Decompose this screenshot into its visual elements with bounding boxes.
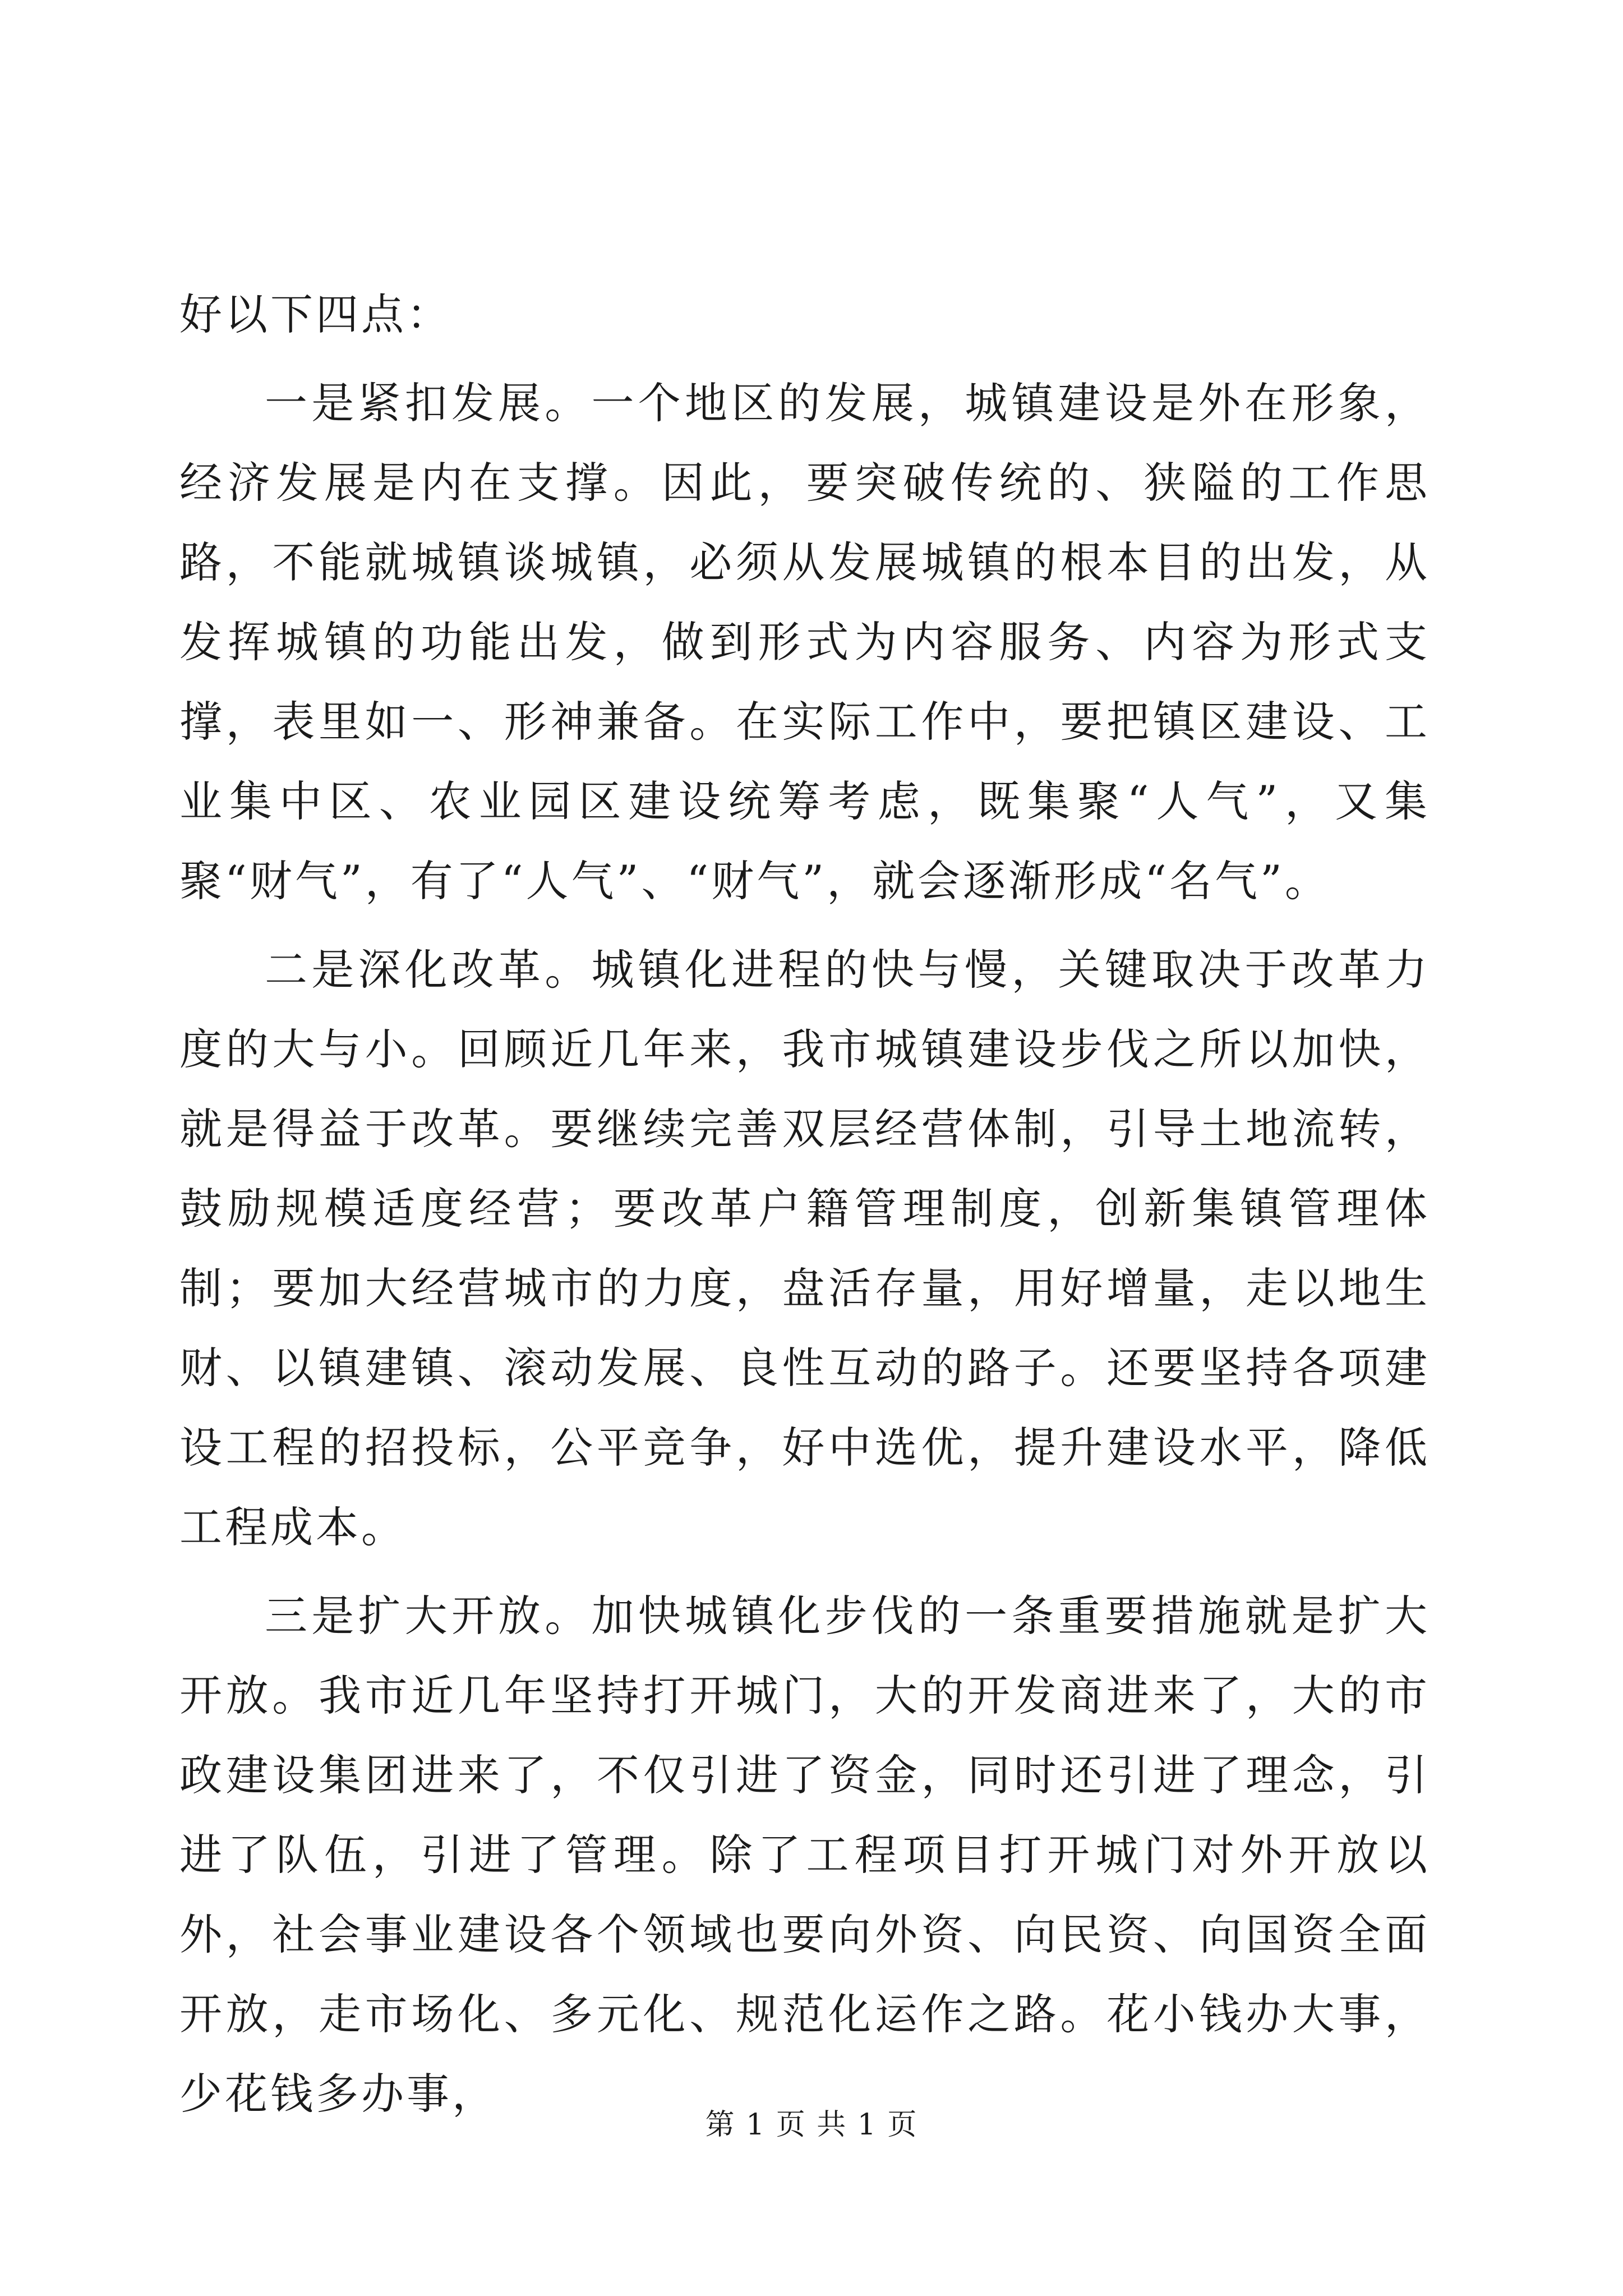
paragraph-reform: 二是深化改革。城镇化进程的快与慢，关键取决于改革力度的大与小。回顾近几年来，我市城镇建设步伐之所以加快，就是得益于改革。要继续完善双层经营体制，引导土地流转，鼓励规模适度经营；要改革户籍管理制度，创新集镇管理体制；要加大经营城市的力度，盘活存量，用好增量，走以地生财、以镇建镇、滚动发展、良性互动的路子。还要坚持各项建设工程的招投标，公平竞争，好中选优，提升建设水平，降低工程成本。 [179, 945, 1430, 1552]
paragraph-opening: 三是扩大开放。加快城镇化步伐的一条重要措施就是扩大开放。我市近几年坚持打开城门，大的开发商进来了，大的市政建设集团进来了，不仅引进了资金，同时还引进了理念，引进了队伍，引进了管理。除了工程项目打开城门对外开放以外，社会事业建设各个领域也要向外资、向民资、向国资全面开放，走市场化、多元化、规范化运作之路。花小钱办大事，少花钱多办事， [179, 1591, 1430, 2119]
lead-line: 好以下四点： [179, 289, 452, 339]
page-footer: 第 1 页 共 1 页 [705, 2108, 918, 2142]
paragraph-development: 一是紧扣发展。一个地区的发展，城镇建设是外在形象，经济发展是内在支撑。因此，要突破传统的、狭隘的工作思路，不能就城镇谈城镇，必须从发展城镇的根本目的出发，从发挥城镇的功能出发，做到形式为内容服务、内容为形式支撑，表里如一、形神兼备。在实际工作中，要把镇区建设、工业集中区、农业园区建设统筹考虑，既集聚“人气”，又集聚“财气”，有了“人气”、“财气”，就会逐渐形成“名气”。 [179, 378, 1430, 906]
document-body [179, 275, 1430, 2134]
